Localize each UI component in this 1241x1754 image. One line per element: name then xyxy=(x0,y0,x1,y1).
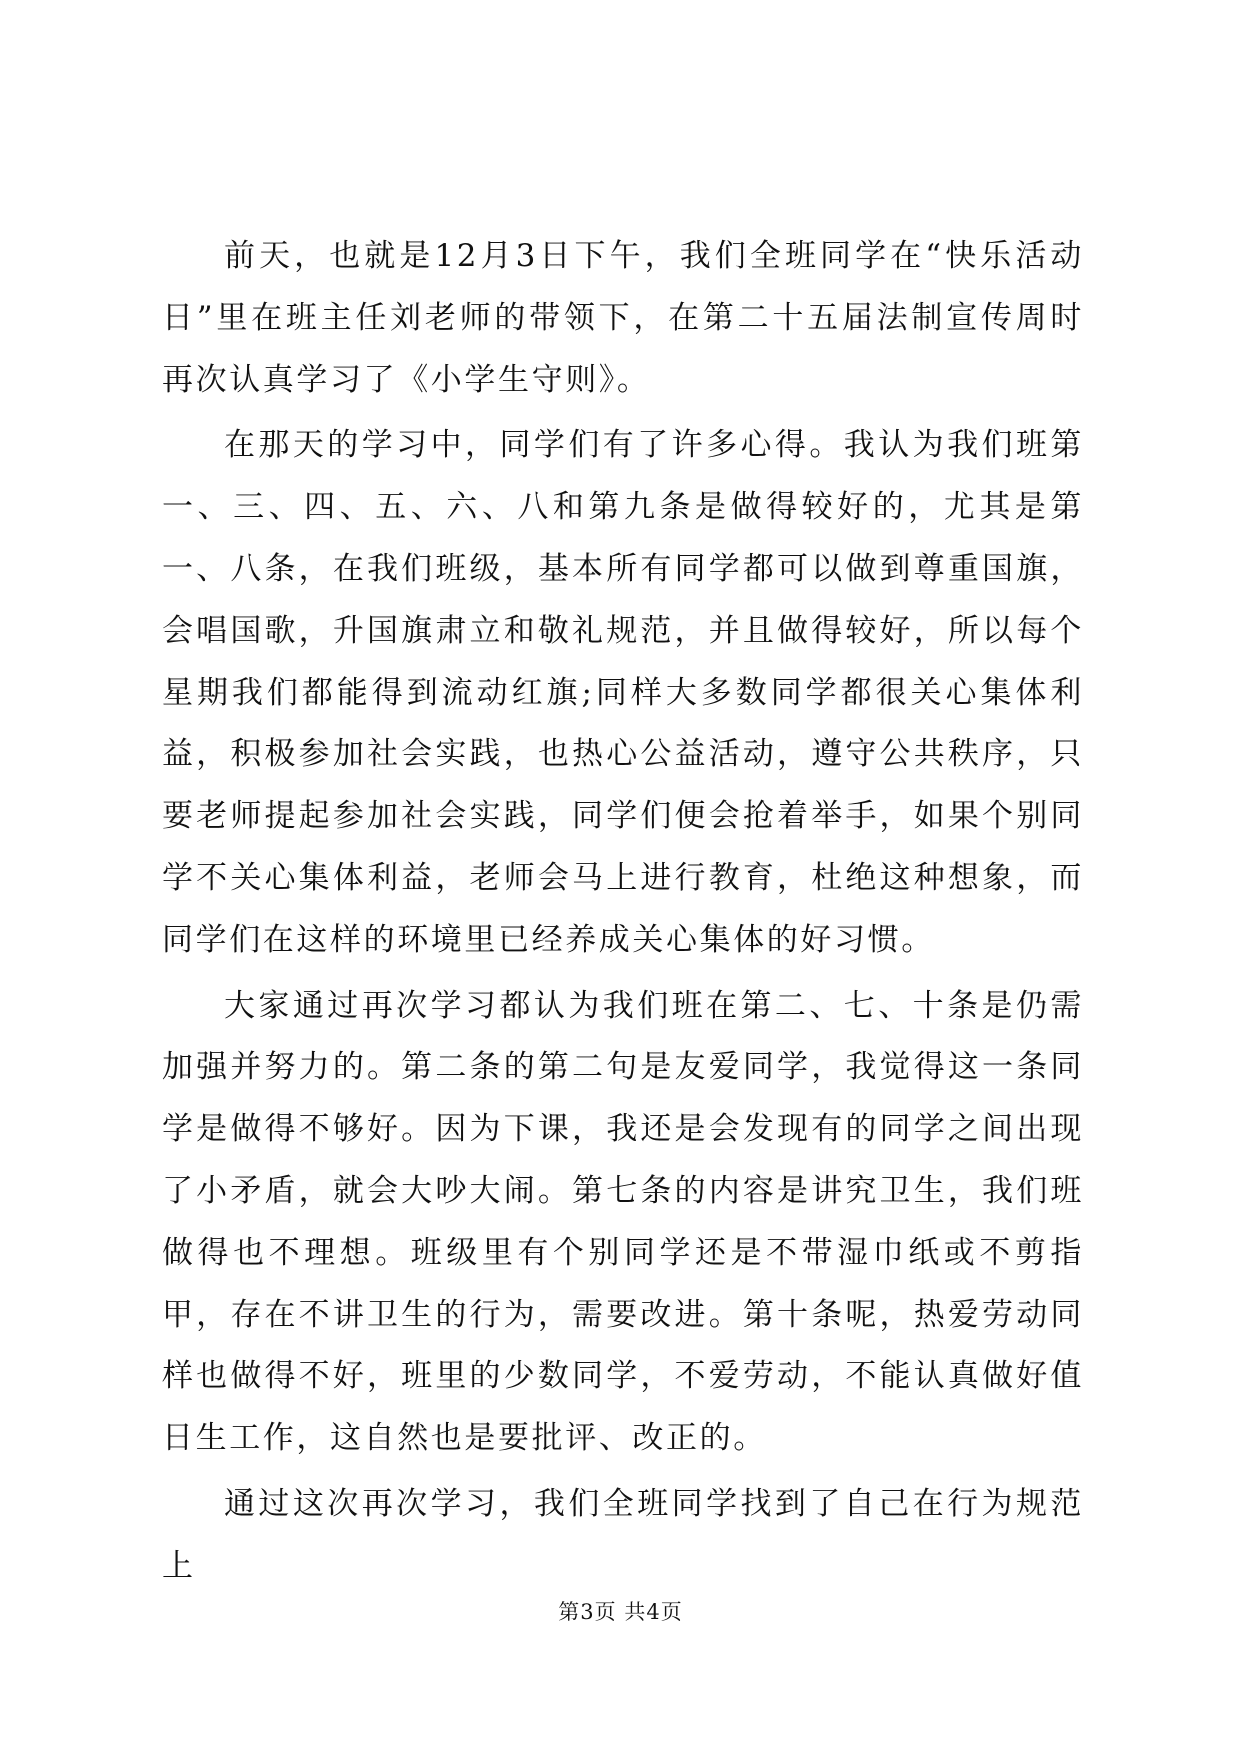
paragraph-4: 通过这次再次学习，我们全班同学找到了自己在行为规范上 xyxy=(162,1485,1084,1584)
paragraph-1: 前天，也就是12月3日下午，我们全班同学在“快乐活动日”里在班主任刘老师的带领下，在第二十五届法制宣传周时再次认真学习了《小学生守则》。 xyxy=(162,238,1084,398)
paragraph-3: 大家通过再次学习都认为我们班在第二、七、十条是仍需加强并努力的。第二条的第二句是友爱同学，我觉得这一条同学是做得不够好。因为下课，我还是会发现有的同学之间出现了小矛盾，就会大吵大闹。第七条的内容是讲究卫生，我们班做得也不理想。班级里有个别同学还是不带湿巾纸或不剪指甲，存在不讲卫生的行为，需要改进。第十条呢，热爱劳动同样也做得不好，班里的少数同学，不爱劳动，不能认真做好值日生工作，这自然也是要批评、改正的。 xyxy=(162,987,1084,1457)
paragraph-2: 在那天的学习中，同学们有了许多心得。我认为我们班第一、三、四、五、六、八和第九条是做得较好的，尤其是第一、八条，在我们班级，基本所有同学都可以做到尊重国旗，会唱国歌，升国旗肃立和敬礼规范，并且做得较好，所以每个星期我们都能得到流动红旗;同样大多数同学都很关心集体利益，积极参加社会实践，也热心公益活动，遵守公共秩序，只要老师提起参加社会实践，同学们便会抢着举手，如果个别同学不关心集体利益，老师会马上进行教育，杜绝这种想象，而同学们在这样的环境里已经养成关心集体的好习惯。 xyxy=(162,427,1084,958)
page-number-footer: 第3页 共4页 xyxy=(558,1600,683,1624)
document-body xyxy=(162,226,1084,1602)
